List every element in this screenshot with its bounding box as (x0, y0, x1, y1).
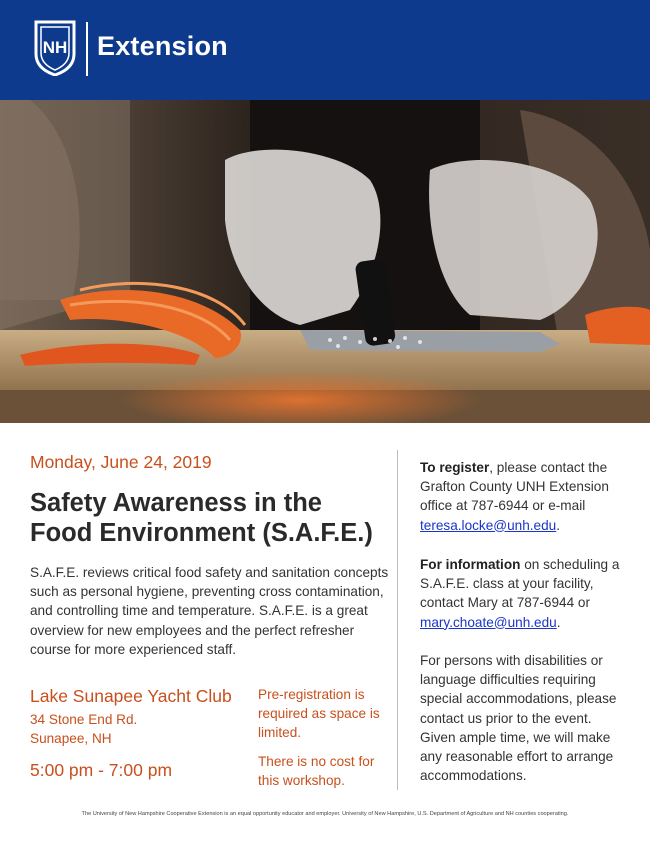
info-email-link[interactable]: mary.choate@unh.edu (420, 614, 557, 630)
title-line-2: Food Environment (S.A.F.E.) (30, 519, 373, 547)
food-prep-photo (0, 100, 650, 423)
brand-name: Extension (97, 31, 228, 61)
venue-address-line1: 34 Stone End Rd. (30, 712, 138, 727)
register-end: . (556, 517, 561, 533)
info-label: For information (420, 557, 521, 572)
logo-text: NH (42, 38, 68, 57)
header-bar (0, 0, 650, 100)
venue-name: Lake Sunapee Yacht Club (30, 686, 232, 706)
info-text: on scheduling a S.A.F.E. class at your facility, contact Mary at 787-6944 or (420, 557, 620, 611)
unh-shield-icon (34, 20, 76, 76)
info-end: . (556, 614, 561, 630)
footer-disclaimer: The University of New Hampshire Cooperative Extension is an equal opportunity educator and employer. University of New Hampshire, U.S. Department of Agriculture and NH counties cooperating. (81, 811, 569, 817)
event-description: S.A.F.E. reviews critical food safety and sanitation concepts such as personal hygiene, preventing cross contamination, and controlling time and temperature. S.A.F.E. is a great overview for new employees and the perfect refresher course for more experienced staff. (30, 565, 389, 657)
register-text: , please contact the Grafton County UNH Extension office at 787-6944 or e-mail (420, 460, 609, 514)
column-divider (397, 450, 398, 790)
accessibility-note: For persons with disabilities or language difficulties requiring special accommodations, please contact us prior to the event. Given ample time, we will make any reasonable effort to arrange accommodations. (420, 653, 617, 784)
no-cost-note: There is no cost for this workshop. (258, 754, 375, 789)
register-label: To register (420, 460, 490, 475)
header-divider (86, 22, 88, 76)
scheduling-info (420, 555, 630, 632)
register-info (420, 458, 630, 535)
venue-address-line2: Sunapee, NH (30, 731, 112, 746)
preregistration-note: Pre-registration is required as space is limited. (258, 687, 380, 741)
register-email-link[interactable]: teresa.locke@unh.edu (420, 517, 557, 533)
event-title (30, 488, 400, 548)
event-time: 5:00 pm - 7:00 pm (30, 760, 173, 780)
event-date: Monday, June 24, 2019 (30, 452, 212, 472)
title-line-1: Safety Awareness in the (30, 489, 322, 517)
